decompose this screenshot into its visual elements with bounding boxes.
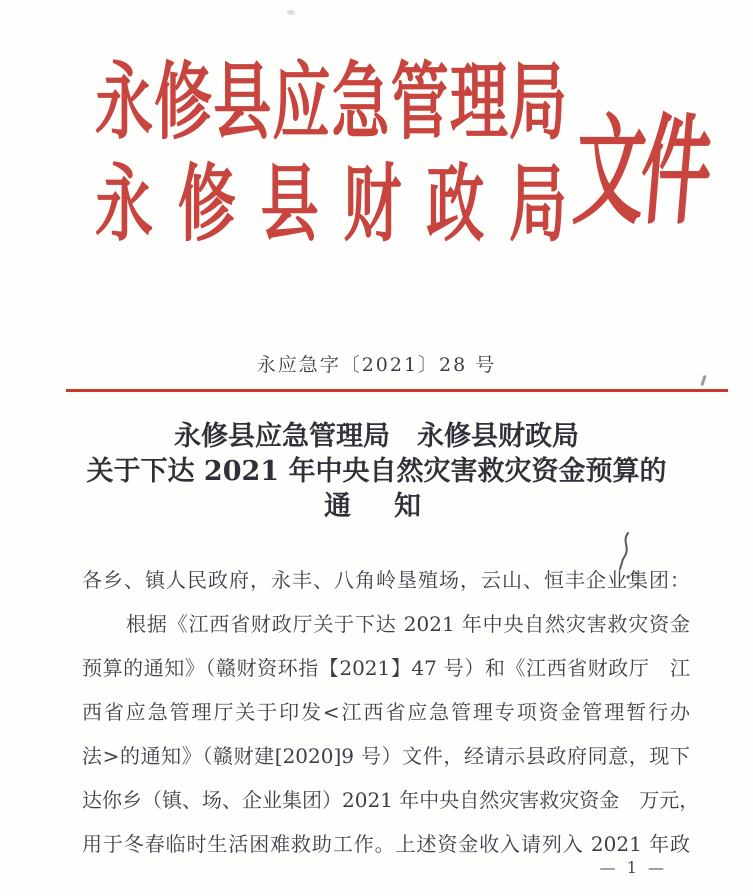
title-subject: 关于下达 2021 年中央自然灾害救灾资金预算的 <box>86 456 667 487</box>
red-separator-rule <box>66 389 728 392</box>
document-type-label: 文件 <box>569 100 713 242</box>
salutation-line: 各乡、镇人民政府，永丰、八角岭垦殖场，云山、恒丰企业集团： <box>82 568 690 592</box>
page-number: — 1 — <box>599 858 667 877</box>
agency-name-line-1: 永修县应急管理局 <box>95 52 567 152</box>
body-line: 西省应急管理厅关于印发<江西省应急管理专项资金管理暂行办 <box>82 700 690 724</box>
body-line: 用于冬春临时生活困难救助工作。上述资金收入请列入 2021 年政 <box>82 832 690 856</box>
body-line: 达你乡（镇、场、企业集团）2021 年中央自然灾害救灾资金 万元， <box>82 788 700 812</box>
scan-speck <box>287 10 295 15</box>
title-issuing-agencies: 永修县应急管理局 永修县财政局 <box>174 421 579 452</box>
body-line: 预算的通知》（赣财资环指【2021】47 号）和《江西省财政厅 江 <box>82 656 690 680</box>
body-line: 根据《江西省财政厅关于下达 2021 年中央自然灾害救灾资金 <box>126 612 690 636</box>
reference-number: 永应急字〔2021〕28 号 <box>256 354 497 376</box>
body-line: 法>的通知》（赣财建[2020]9 号）文件，经请示县政府同意，现下 <box>82 744 690 768</box>
document-body <box>82 558 700 866</box>
agency-name-line-2: 永修县财政局 <box>95 154 567 254</box>
document-title <box>0 419 753 524</box>
title-notice-word: 通 知 <box>324 491 429 522</box>
